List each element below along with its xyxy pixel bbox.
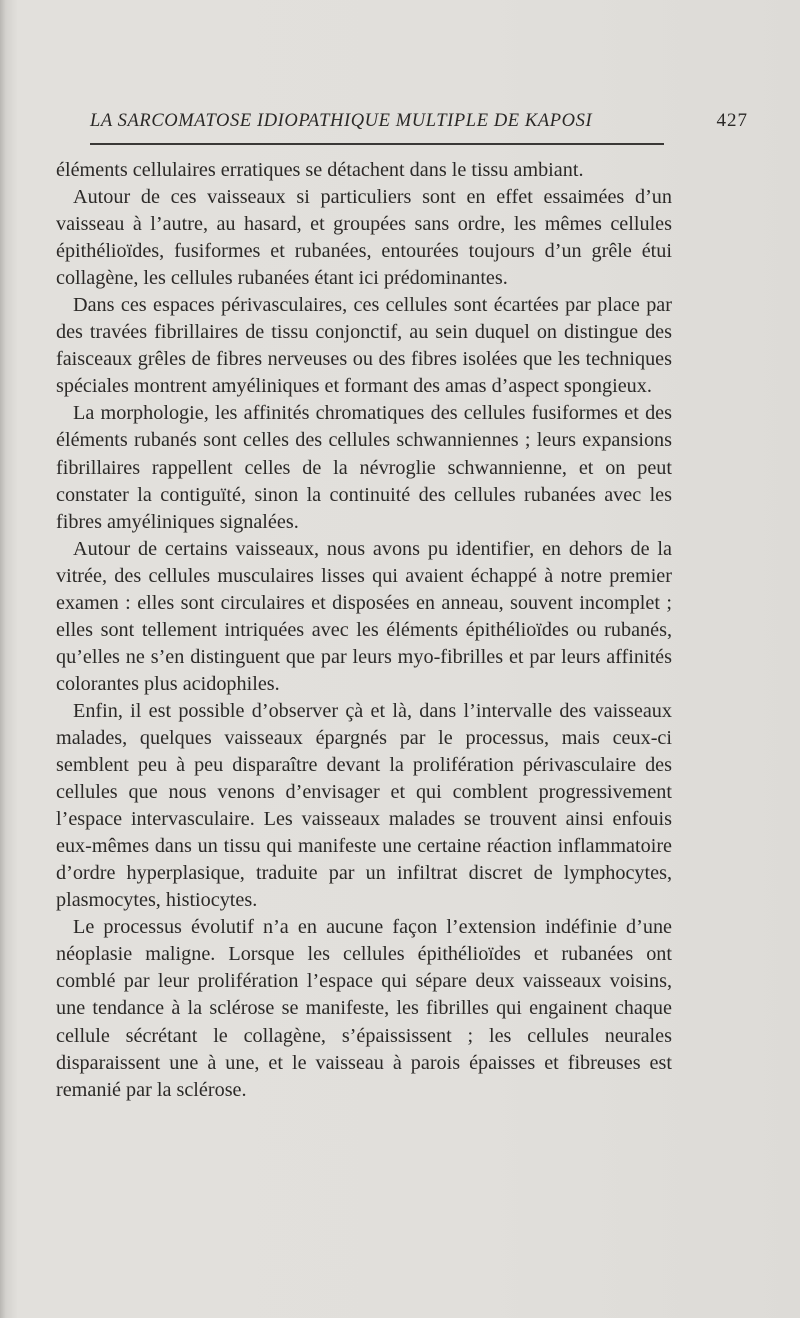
paragraph: La morphologie, les affinités chromatiques des cellules fusiformes et des éléments rubanés sont celles des cellules schwanniennes ; leurs expansions fibrillaires rappellent celles de la névroglie schwannienne, et on peut constater la contiguïté, sinon la continuité des cellules rubanées avec les fibres amyéliniques signalées. <box>56 402 672 533</box>
body-text <box>56 157 672 1104</box>
paragraph: Autour de certains vaisseaux, nous avons pu identifier, en dehors de la vitrée, des cellules musculaires lisses qui avaient échappé à notre premier examen : elles sont circulaires et disposées en anneau, souvent incomplet ; elles sont tellement intriquées avec les éléments épithélioïdes ou rubanés, qu’elles ne s’en distinguent que par leurs myo-fibrilles et par leurs affinités colorantes plus acidophiles. <box>56 537 672 695</box>
running-head <box>90 108 754 138</box>
paragraph: Enfin, il est possible d’observer çà et là, dans l’intervalle des vaisseaux malades, quelques vaisseaux épargnés par le processus, mais ceux-ci semblent peu à peu disparaître devant la prolifération périvasculaire des cellules que nous venons d’envisager et qui comblent progressivement l’espace intervasculaire. Les vaisseaux malades se trouvent ainsi enfouis eux-mêmes dans un tissu qui manifeste une certaine réaction inflammatoire d’ordre hyperplasique, traduite par un infiltrat discret de lymphocytes, plasmocytes, histiocytes. <box>56 699 672 912</box>
paragraph: Autour de ces vaisseaux si particuliers sont en effet essaimées d’un vaisseau à l’autre, au hasard, et groupées sans ordre, les mêmes cellules épithélioïdes, fusiformes et rubanées, entourées toujours d’un grêle étui collagène, les cellules rubanées étant ici prédominantes. <box>56 186 672 290</box>
header-rule <box>90 143 664 145</box>
page-number: 427 <box>716 110 748 131</box>
paragraph: Le processus évolutif n’a en aucune façon l’extension indéfinie d’une néoplasie maligne. Lorsque les cellules épithélioïdes et rubanées ont comblé par leur prolifération l’espace qui sépare deux vaisseaux voisins, une tendance à la sclérose se manifeste, les fibrilles qui engainent chaque cellule sécrétant le collagène, s’épaississent ; les cellules neurales disparaissent une à une, et le vaisseau à parois épaisses et fibreuses est remanié par la sclérose. <box>56 916 672 1101</box>
paragraph: éléments cellulaires erratiques se détachent dans le tissu ambiant. <box>56 159 584 181</box>
running-title: LA SARCOMATOSE IDIOPATHIQUE MULTIPLE DE KAPOSI <box>90 111 593 131</box>
paragraph: Dans ces espaces périvasculaires, ces cellules sont écartées par place par des travées fibrillaires de tissu conjonctif, au sein duquel on distingue des faisceaux grêles de fibres nerveuses ou des fibres isolées que les techniques spéciales montrent amyéliniques et formant des amas d’aspect spongieux. <box>56 294 672 398</box>
